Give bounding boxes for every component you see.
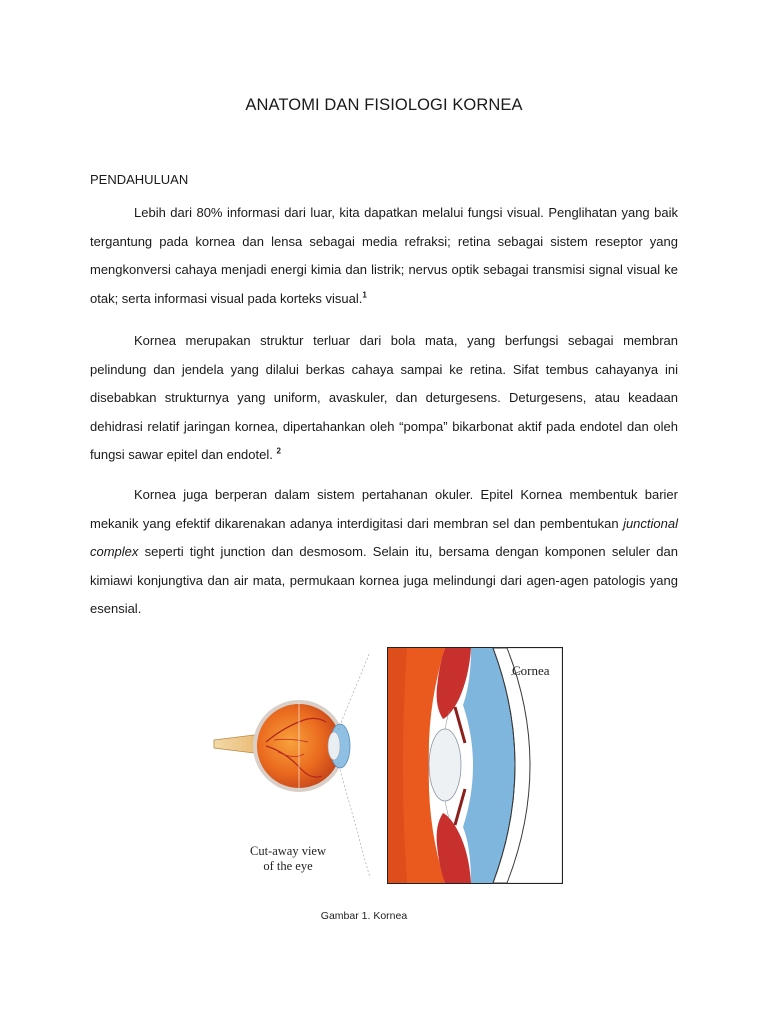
paragraph-2 [90, 327, 678, 470]
paragraph-1-text: Lebih dari 80% informasi dari luar, kita dapatkan melalui fungsi visual. Penglihatan yang baik tergantung pada kornea dan lensa sebagai media refraksi; retina sebagai sistem reseptor yang mengkonversi cahaya menjadi energi kimia dan listrik; nervus optik sebagai transmisi signal visual ke otak; serta informasi visual pada korteks visual. [90, 205, 678, 306]
paragraph-3 [90, 481, 678, 624]
paragraph-3-italic-term: junctional complex [90, 515, 678, 559]
cornea-closeup-illustration [387, 647, 563, 884]
document-title: ANATOMI DAN FISIOLOGI KORNEA [245, 96, 523, 114]
paragraph-3-text-before: Kornea juga berperan dalam sistem pertahanan okuler. Epitel Kornea membentuk barier mekanik yang efektif dikarenakan adanya interdigitasi dari membran sel dan pembentukan [90, 487, 678, 531]
paragraph-2-text: Kornea merupakan struktur terluar dari bola mata, yang berfungsi sebagai membran pelindung dan jendela yang dilalui berkas cahaya sampai ke retina. Sifat tembus cahayanya ini disebabkan strukturnya yang uniform, avaskuler, dan deturgesens. Deturgesens, atau keadaan dehidrasi relatif jaringan kornea, dipertahankan oleh “pompa” bikarbonat aktif pada endotel dan oleh fungsi sawar epitel dan endotel. [90, 333, 678, 462]
paragraph-3-text-after: seperti tight junction dan desmosom. Selain itu, bersama dengan komponen seluler dan kimiawi konjungtiva dan air mata, permukaan kornea juga melindungi dari agen-agen patologis yang esensial. [90, 544, 678, 616]
lens-shape [328, 732, 340, 760]
paragraph-1 [90, 199, 678, 313]
eye-cutaway-label-line1: Cut-away view [249, 844, 327, 858]
figure-caption: Gambar 1. Kornea [320, 910, 408, 922]
eye-cutaway-label [204, 844, 372, 874]
reference-1: 1 [362, 290, 367, 300]
reference-2: 2 [276, 446, 281, 456]
section-heading: PENDAHULUAN [90, 172, 189, 187]
cornea-label: Cornea [512, 663, 550, 678]
eye-cutaway-label-line2: of the eye [263, 859, 313, 873]
lens-shape [429, 729, 461, 801]
